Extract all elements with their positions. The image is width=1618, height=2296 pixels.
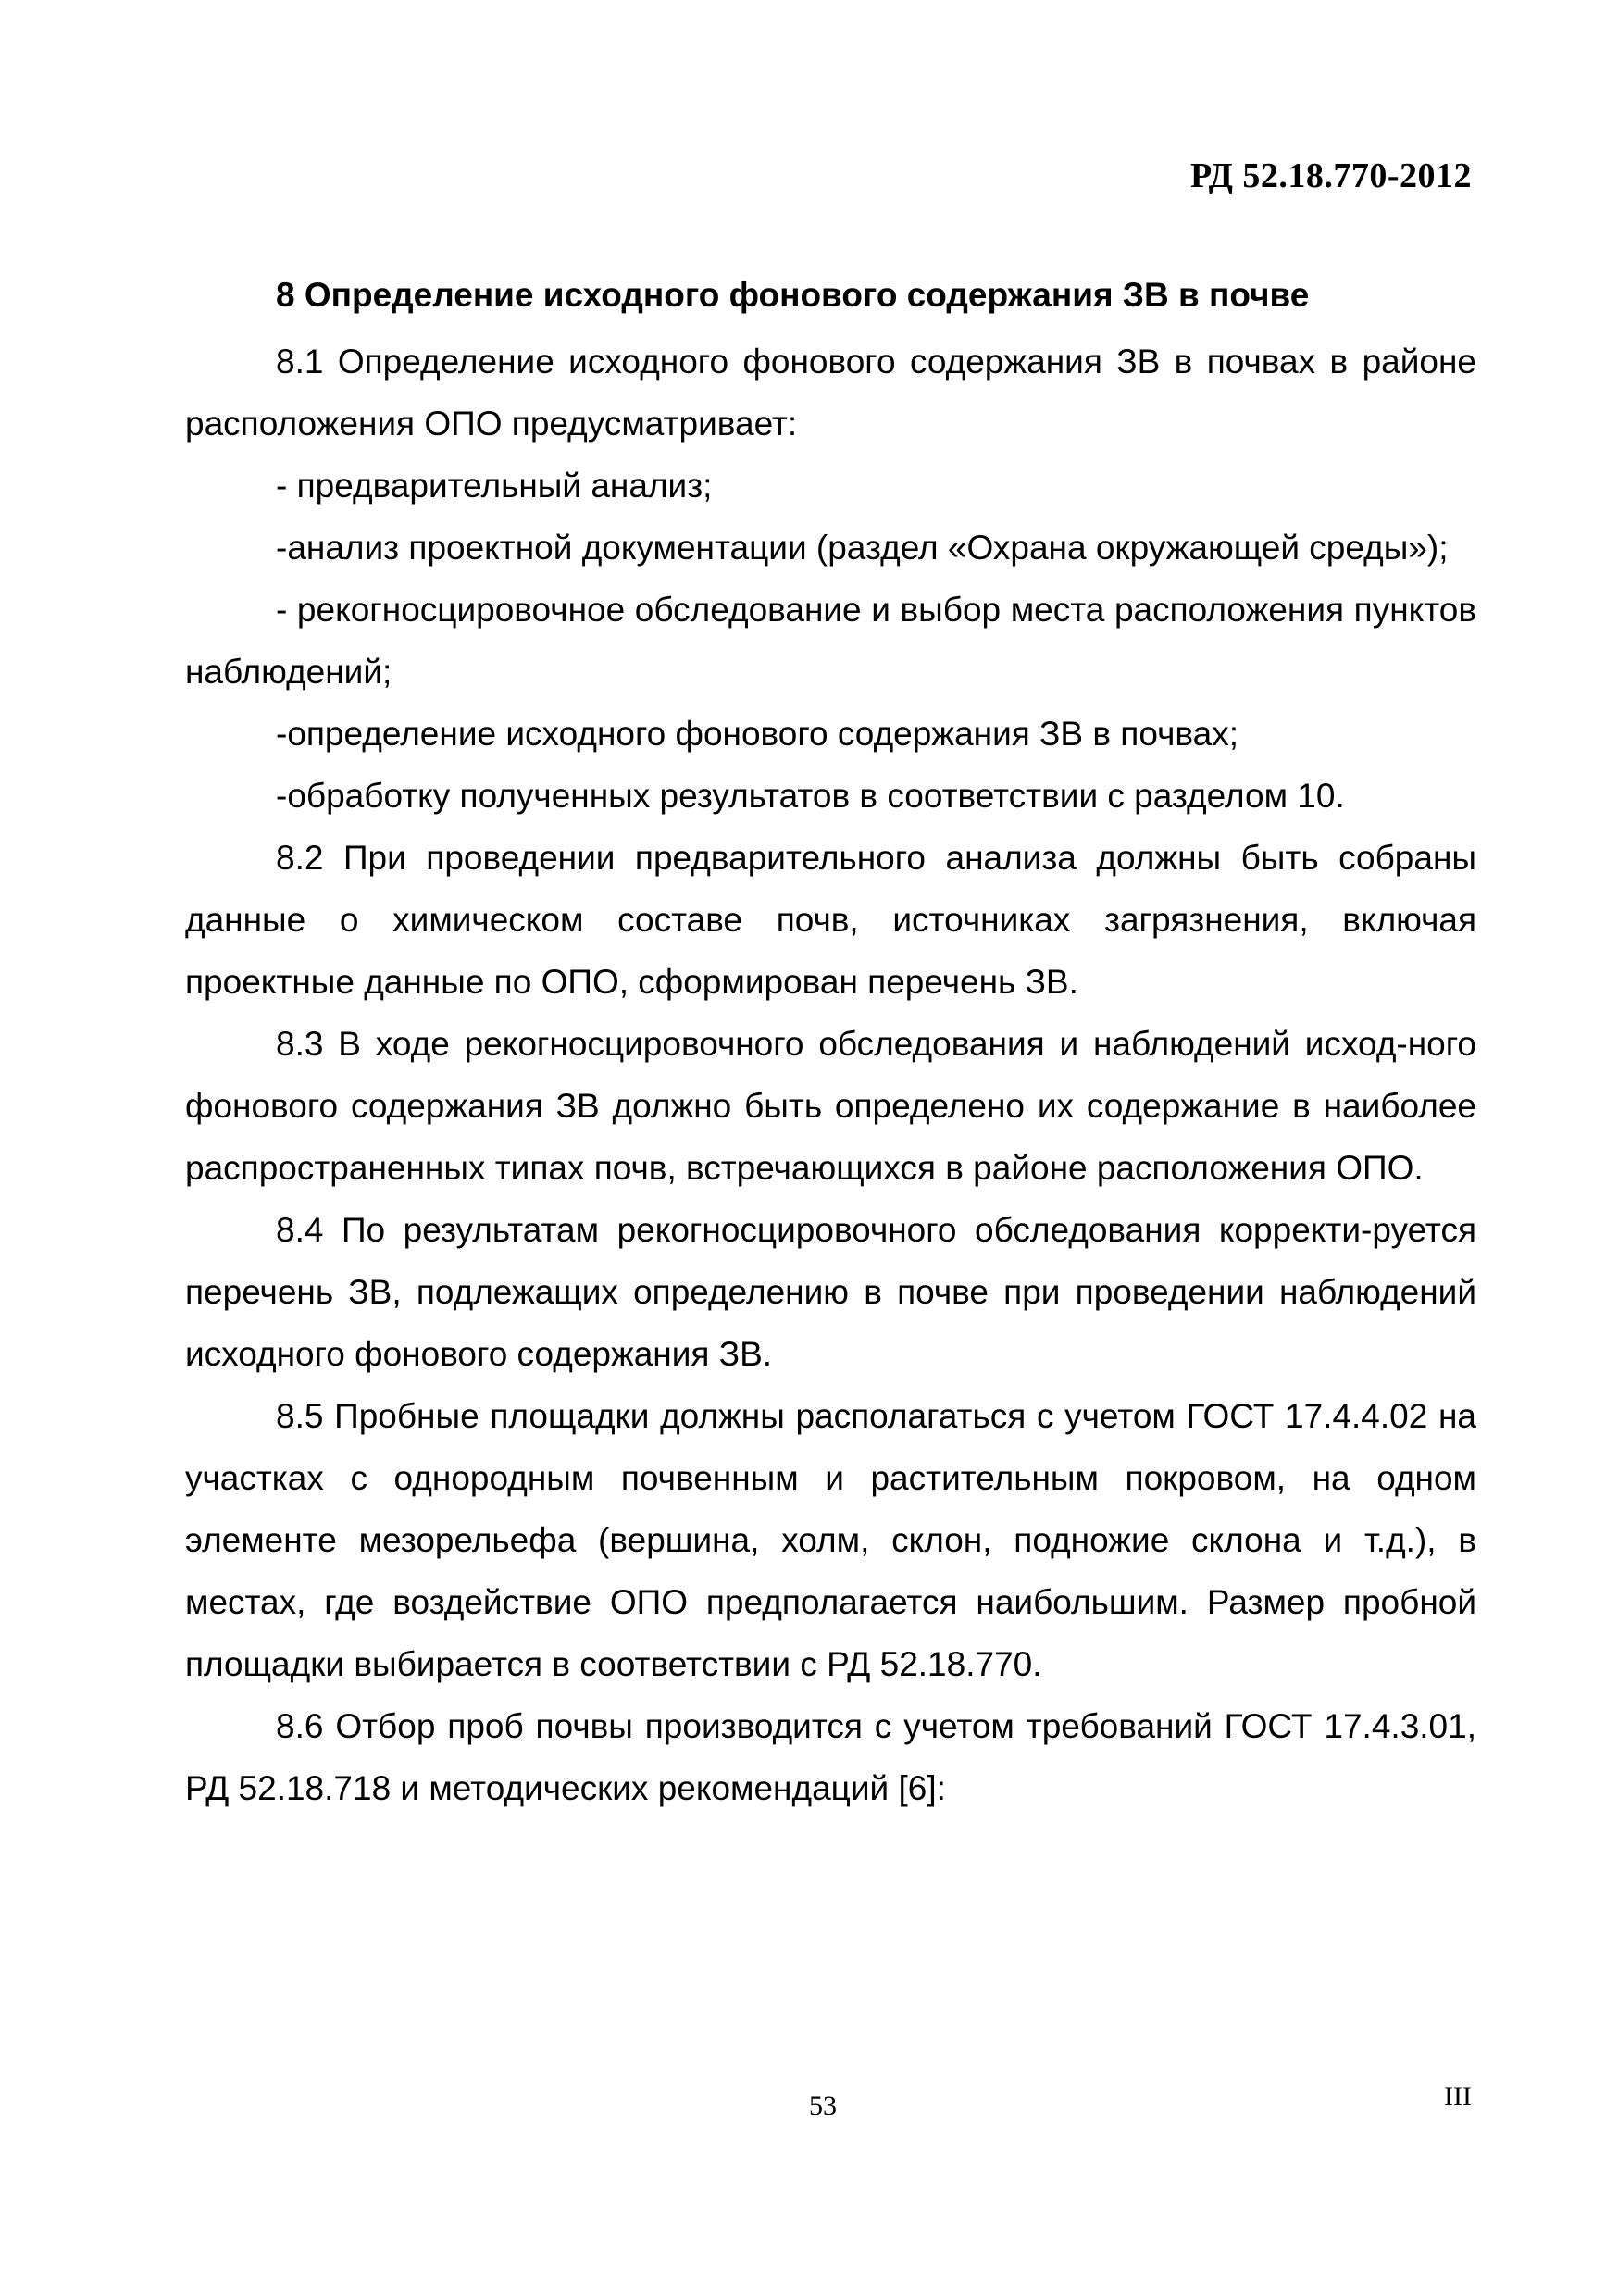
list-item-reconnaissance-survey: - рекогносцировочное обследование и выбор места расположения пунктов наблюдений; [185,591,1476,691]
document-code: РД 52.18.770-2012 [1190,156,1472,195]
paragraph-8-2: 8.2 При проведении предварительного анализа должны быть собраны данные о химическом составе почв, источниках загрязнения, включая проектные данные по ОПО, сформирован перечень ЗВ. [185,839,1476,1001]
list-item-preliminary-analysis: - предварительный анализ; [276,467,713,505]
paragraph-8-3: 8.3 В ходе рекогносцировочного обследования и наблюдений исход-ного фонового содержания ЗВ должно быть определено их содержание в наиболее распространенных типах почв, встречающихся в районе расположения ОПО. [185,1025,1476,1187]
paragraph-8-1: 8.1 Определение исходного фонового содержания ЗВ в почвах в районе расположения ОПО предусматривает: [185,343,1476,443]
section-heading: 8 Определение исходного фонового содержания ЗВ в почве [276,276,1310,314]
roman-mark: III [1444,2081,1472,2112]
list-item-results-processing: -обработку полученных результатов в соответствии с разделом 10. [276,777,1345,815]
paragraph-8-6: 8.6 Отбор проб почвы производится с учетом требований ГОСТ 17.4.3.01, РД 52.18.718 и методических рекомендаций [6]: [185,1707,1476,1807]
page-number: 53 [809,2090,837,2121]
paragraph-8-4: 8.4 По результатам рекогносцировочного обследования корректи-руется перечень ЗВ, подлежащих определению в почве при проведении наблюдений исходного фонового содержания ЗВ. [185,1211,1476,1373]
list-item-background-content: -определение исходного фонового содержания ЗВ в почвах; [276,715,1238,753]
document-body [185,264,1476,1819]
paragraph-8-5: 8.5 Пробные площадки должны располагаться с учетом ГОСТ 17.4.4.02 на участках с однородным почвенным и растительным покровом, на одном элементе мезорельефа (вершина, холм, склон, подножие склона и т.д.), в местах, где воздействие ОПО предполагается наибольшим. Размер пробной площадки выбирается в соответствии с РД 52.18.770. [185,1397,1476,1683]
list-item-project-docs-analysis: -анализ проектной документации (раздел «Охрана окружающей среды»); [276,529,1449,567]
